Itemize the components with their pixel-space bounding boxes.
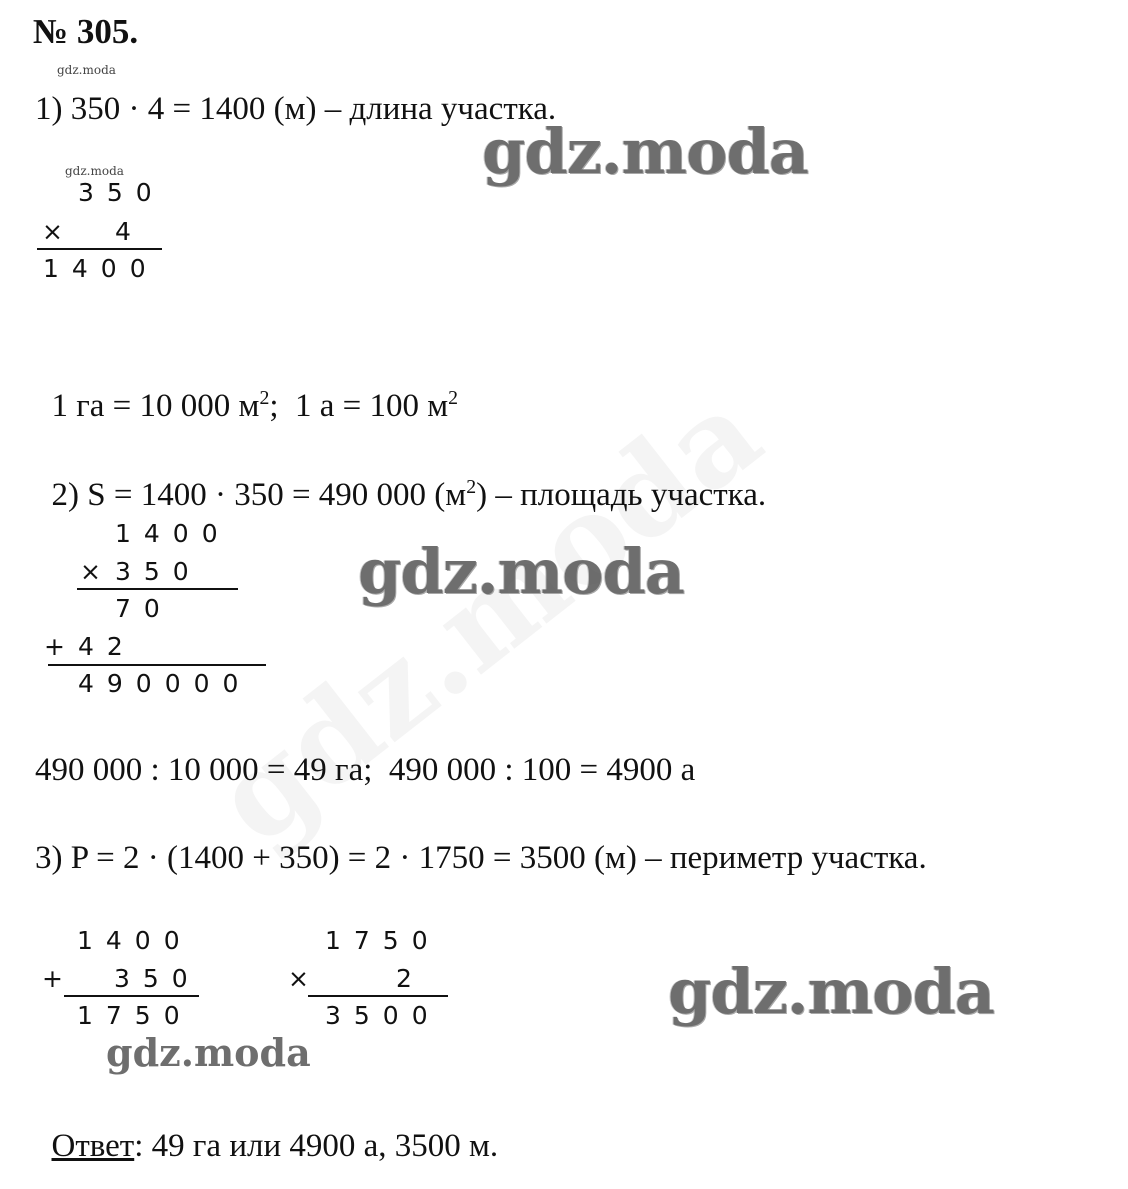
calc-row-1: 1750 — [325, 926, 441, 955]
conversion-line: 490 000 : 10 000 = 49 га; 490 000 : 100 = 4900 а — [35, 752, 696, 788]
step-1-text: 1) 350 · 4 = 1400 (м) – длина участка. — [35, 91, 557, 127]
units-line — [35, 338, 458, 426]
calc-rule — [48, 664, 266, 666]
calc-row-1: 1400 — [115, 519, 231, 548]
watermark-big: gdz.moda — [668, 955, 994, 1028]
superscript: 2 — [448, 387, 459, 409]
calc-row-1: 350 — [78, 178, 165, 207]
superscript: 2 — [259, 387, 270, 409]
watermark-small: gdz.moda — [57, 63, 116, 77]
answer-line — [35, 1086, 498, 1166]
calc-partial-1: 70 — [115, 594, 173, 623]
calc-partial-2: 42 — [78, 632, 136, 661]
watermark-big: gdz.moda — [358, 535, 684, 608]
calc-result: 3500 — [325, 1001, 441, 1030]
calc-plus: + — [44, 632, 78, 661]
problem-number: № 305. — [33, 12, 139, 51]
step-2-text — [35, 427, 766, 515]
calc-row-2: 350 — [114, 964, 201, 993]
calc-rule — [308, 995, 448, 997]
step-2-text-left: 2) S = 1400 · 350 = 490 000 (м — [51, 477, 467, 513]
answer-label: Ответ — [51, 1128, 135, 1164]
calc-operator: × — [288, 964, 322, 993]
calc-rule — [37, 248, 162, 250]
calc-operator: × — [42, 217, 76, 246]
calc-rule — [64, 995, 199, 997]
watermark-mid: gdz.moda — [106, 1030, 311, 1075]
calc-row-2: 2 — [396, 964, 425, 993]
calc-operator: × — [80, 557, 114, 586]
calc-operator: + — [42, 964, 76, 993]
calc-result: 1400 — [43, 254, 159, 283]
answer-text: : 49 га или 4900 а, 3500 м. — [134, 1128, 499, 1164]
step-3-text: 3) P = 2 · (1400 + 350) = 2 · 1750 = 3500 (м) – периметр участка. — [35, 840, 927, 876]
watermark-big: gdz.moda — [482, 115, 808, 188]
calc-result: 1750 — [77, 1001, 193, 1030]
step-2-text-right: ) – площадь участка. — [476, 477, 767, 513]
calc-row-2: 4 — [115, 217, 144, 246]
watermark-small: gdz.moda — [65, 164, 124, 178]
calc-row-1: 1400 — [77, 926, 193, 955]
superscript: 2 — [466, 476, 477, 498]
calc-rule — [77, 588, 238, 590]
calc-row-2: 350 — [115, 557, 202, 586]
hectare-definition: 1 га = 10 000 м — [51, 388, 260, 424]
calc-result: 490000 — [78, 669, 252, 698]
are-definition: ; 1 а = 100 м — [269, 388, 449, 424]
